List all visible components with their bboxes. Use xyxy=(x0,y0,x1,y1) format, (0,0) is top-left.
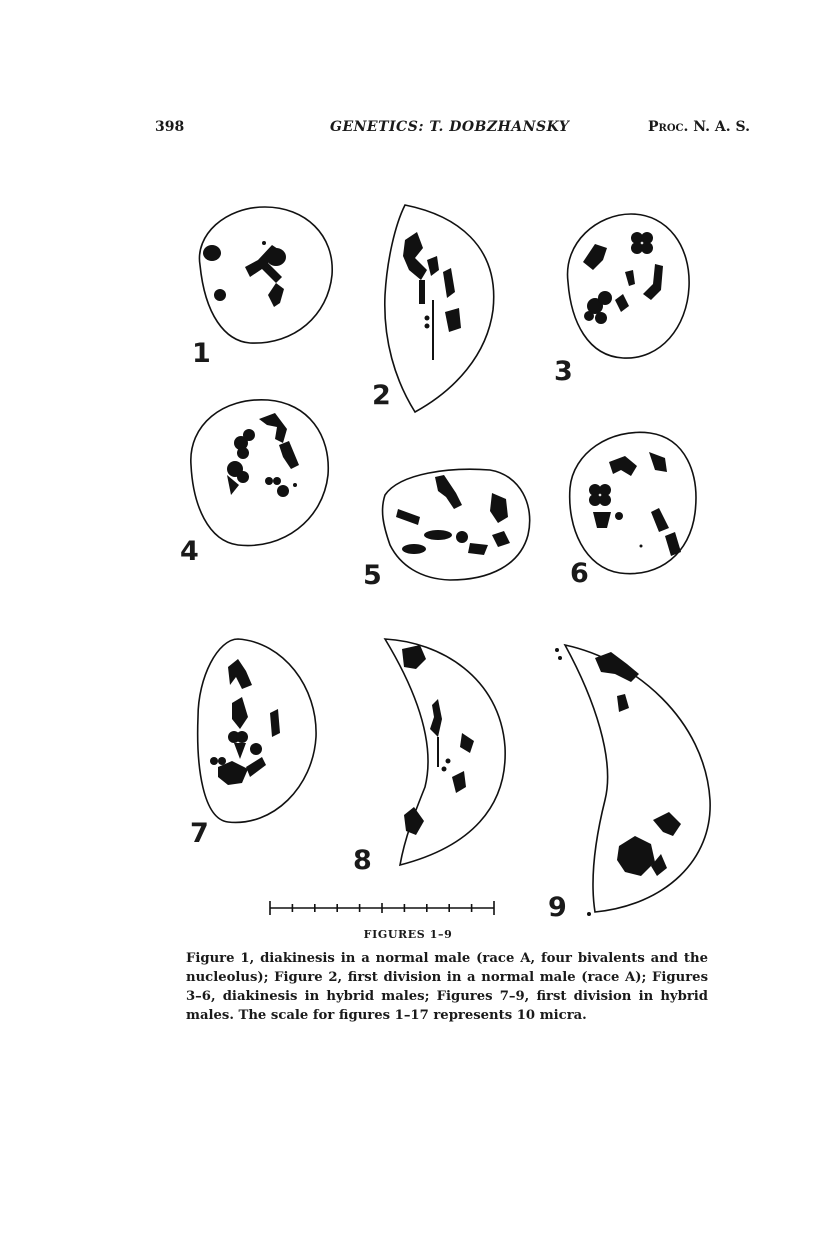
cell-drawing-6 xyxy=(565,428,700,578)
figure-label-8: 8 xyxy=(353,845,372,876)
page-number: 398 xyxy=(155,119,185,135)
figure-label-1: 1 xyxy=(192,338,211,369)
cell-drawing-1 xyxy=(190,205,340,345)
figure-panel-8 xyxy=(380,637,510,877)
figure-label-6: 6 xyxy=(570,558,589,589)
cell-drawing-3 xyxy=(563,212,693,362)
figure-label-7: 7 xyxy=(190,818,209,849)
figure-caption: Figure 1, diakinesis in a normal male (race A, four bivalents and the nucleolus); Figure 2, first division in a normal male (race A); Figures 3–6, diakinesis in hybrid males; Figures 7–9, first division in hybrid males. The scale for figures 1–17 represents 10 micra. xyxy=(186,951,708,1023)
cell-drawing-8 xyxy=(380,637,510,877)
figure-panel-4 xyxy=(183,395,333,550)
running-head xyxy=(155,119,750,139)
figure-label-3: 3 xyxy=(554,356,573,387)
figure-panel-9 xyxy=(555,640,720,920)
scale-bar xyxy=(268,898,498,922)
figure-panel-5 xyxy=(380,465,535,585)
cell-drawing-2 xyxy=(375,200,495,415)
figure-label-2: 2 xyxy=(372,380,391,411)
scale-bar-graphic xyxy=(268,898,498,918)
journal-abbreviation: Proc. N. A. S. xyxy=(647,119,750,135)
cell-drawing-7 xyxy=(188,637,323,827)
figure-panel-3 xyxy=(563,212,693,362)
figure-panel-1 xyxy=(190,205,340,345)
running-title: GENETICS: T. DOBZHANSKY xyxy=(330,119,570,135)
cell-drawing-5 xyxy=(380,465,535,585)
figure-label-5: 5 xyxy=(363,560,382,591)
figure-caption-title: FIGURES 1–9 xyxy=(363,928,453,941)
cell-drawing-9 xyxy=(555,640,720,920)
cell-drawing-4 xyxy=(183,395,333,550)
figure-label-4: 4 xyxy=(180,536,199,567)
figure-label-9: 9 xyxy=(548,892,567,923)
figure-plate xyxy=(150,190,730,940)
figure-panel-2 xyxy=(375,200,495,415)
figure-panel-7 xyxy=(188,637,323,827)
figure-panel-6 xyxy=(565,428,700,578)
